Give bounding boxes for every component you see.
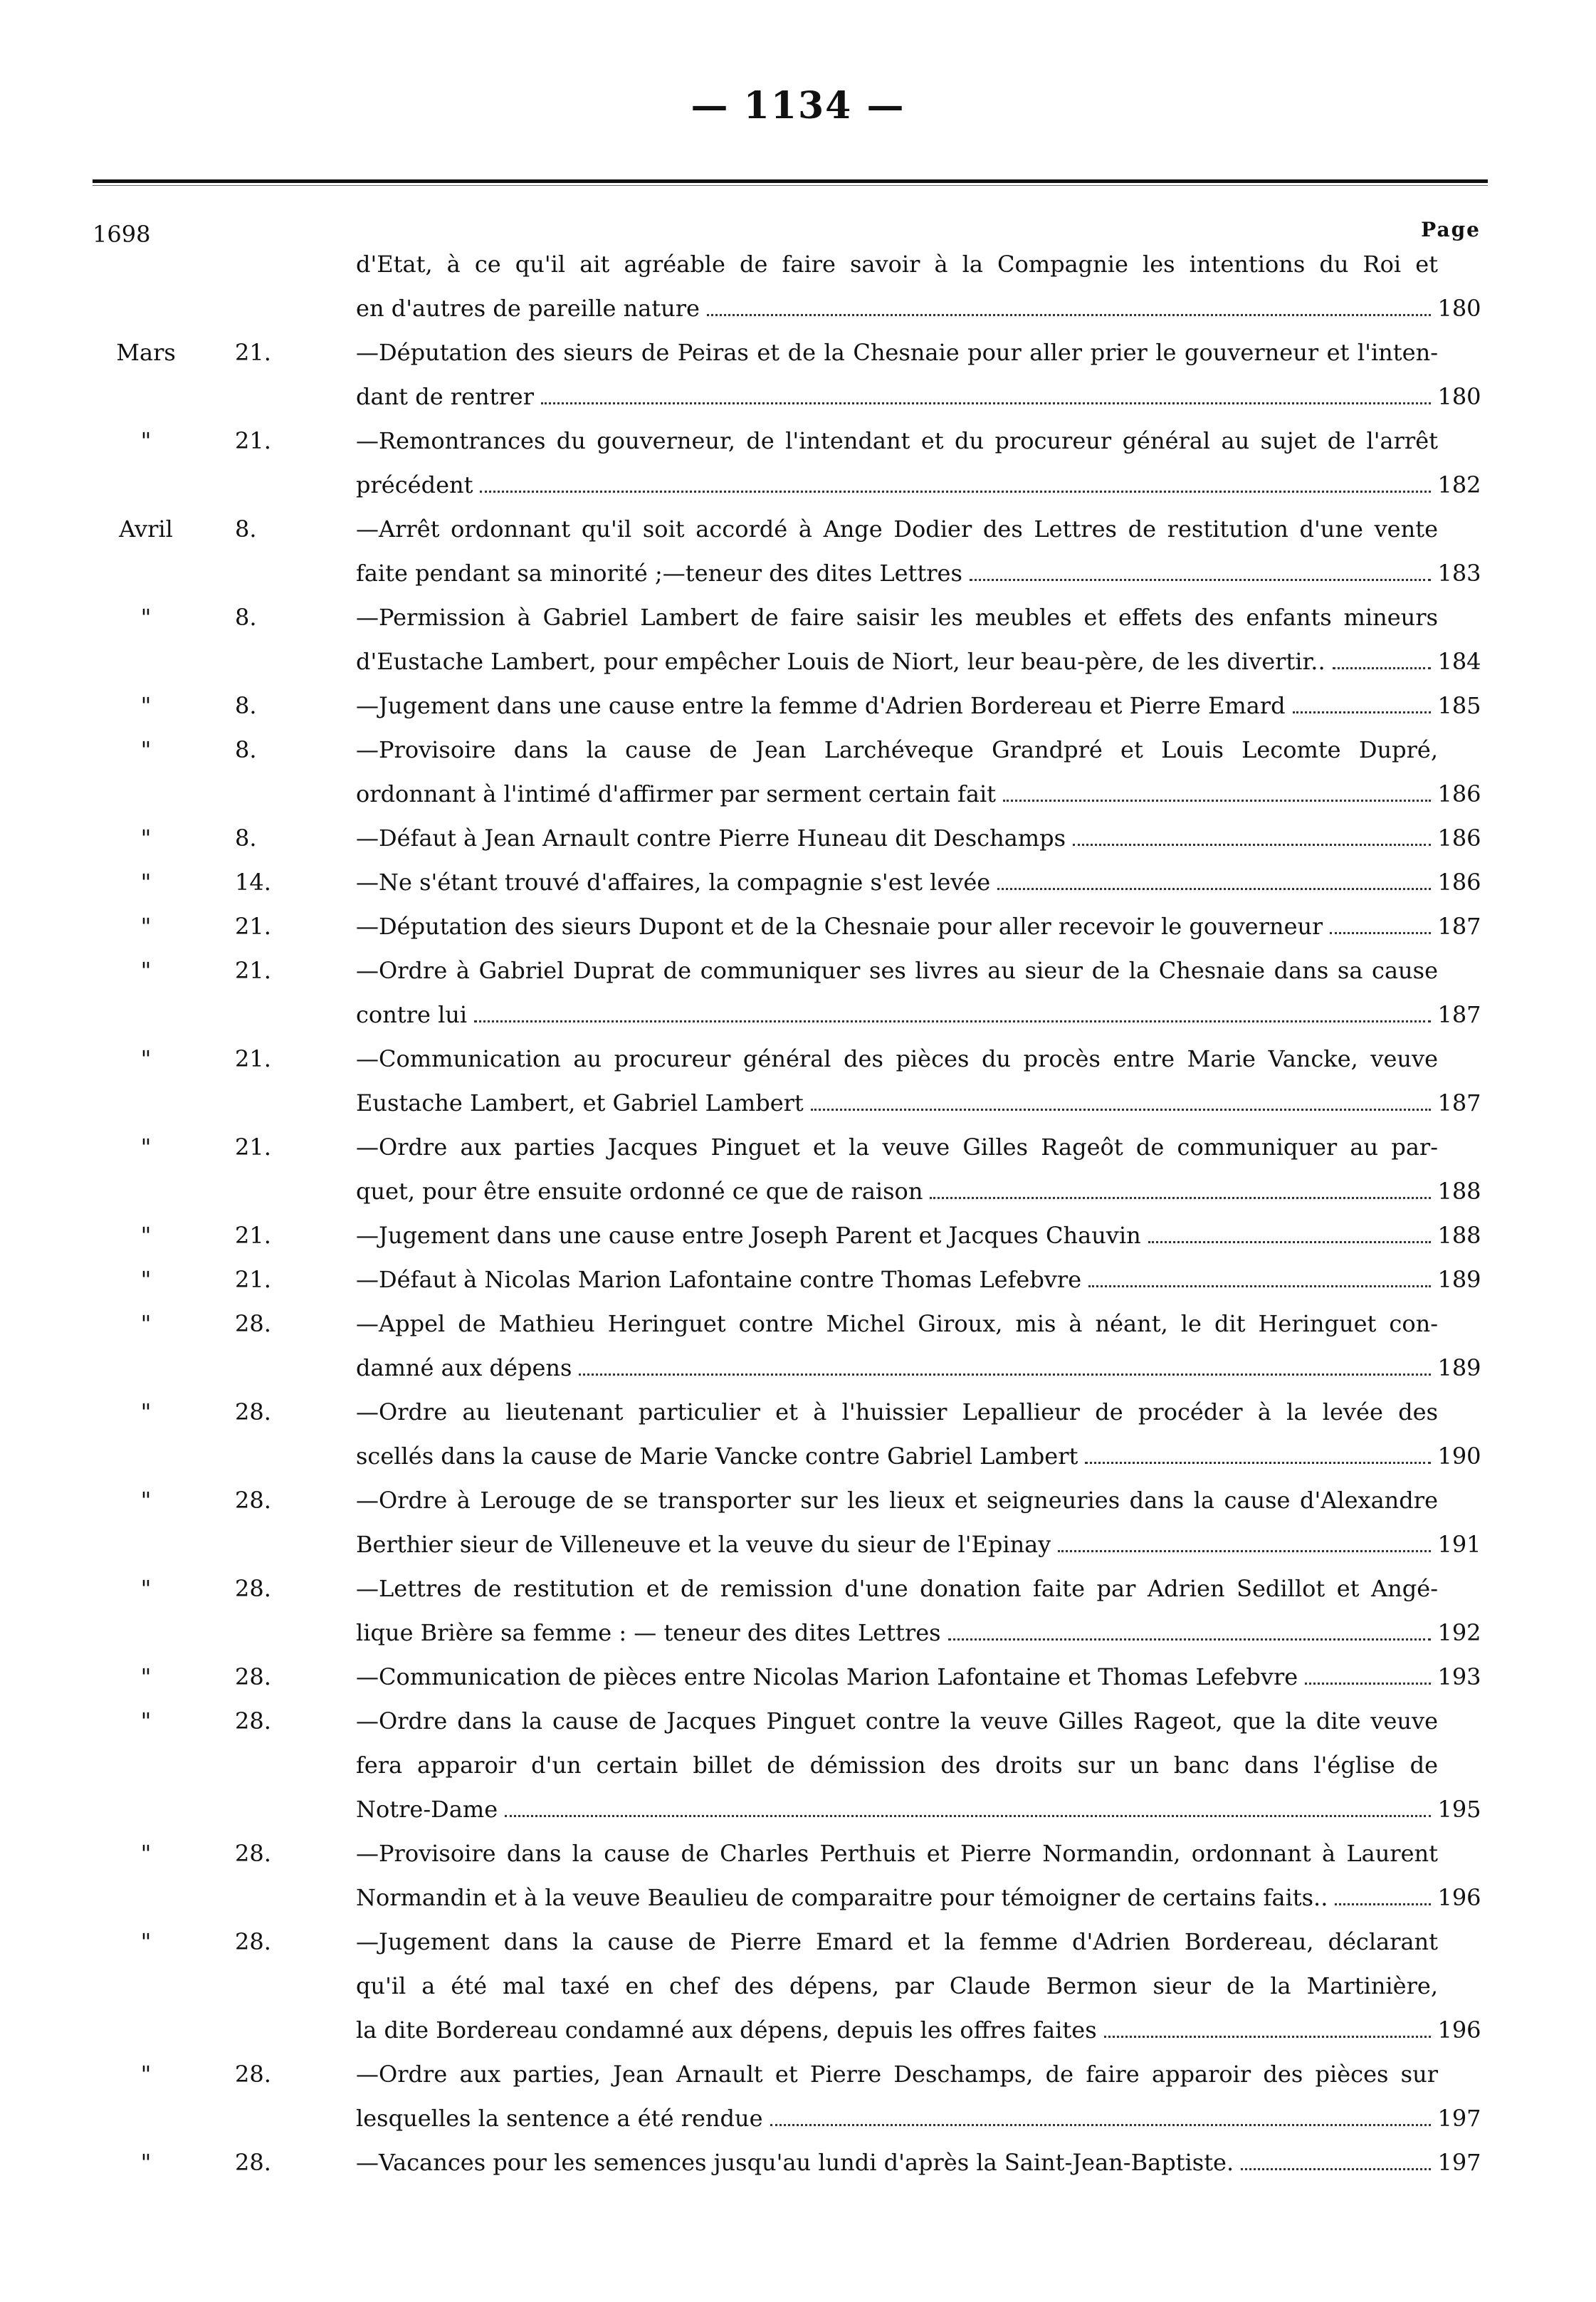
entry-text-block	[235, 684, 1481, 728]
entry-text-block	[235, 948, 1481, 1037]
entry-page-number: 193	[1437, 1663, 1481, 1690]
dot-leader	[1104, 2036, 1431, 2038]
entry-month: "	[140, 604, 152, 631]
entry-month: "	[140, 1266, 152, 1293]
entry-day: 28.	[235, 1840, 271, 1867]
entry-text-block	[235, 419, 1481, 507]
entry-day: 28.	[235, 1575, 271, 1602]
entry-day: 21.	[235, 427, 271, 454]
entry-month: "	[140, 1575, 152, 1602]
dot-leader	[1148, 1241, 1431, 1243]
entry-day: 21.	[235, 1045, 271, 1072]
entry-text: —Jugement dans une cause entre la femme d'Adrien Bordereau et Pierre Emard	[356, 692, 1286, 719]
entry-line	[235, 1522, 1438, 1566]
entry-text: Eustache Lambert, et Gabriel Lambert	[356, 1089, 804, 1116]
dot-leader	[1293, 711, 1431, 713]
entry-day: 21.	[235, 913, 271, 940]
entry-line	[235, 860, 1438, 904]
dot-leader	[1073, 844, 1431, 846]
entry-text-block	[235, 860, 1481, 904]
entry-page-number: 188	[1437, 1178, 1481, 1205]
entry-month: "	[140, 825, 152, 852]
entry-page-number: 189	[1437, 1354, 1481, 1381]
entry-text: dant de rentrer	[356, 383, 535, 410]
entry-day: 28.	[235, 1707, 271, 1735]
entry-text: —Défaut à Nicolas Marion Lafontaine contre Thomas Lefebvre	[356, 1266, 1082, 1293]
dot-leader	[811, 1109, 1431, 1111]
entry-month: "	[140, 1045, 152, 1072]
entry-text: —Communication de pièces entre Nicolas Marion Lafontaine et Thomas Lefebvre	[356, 1663, 1298, 1690]
entry-day: 21.	[235, 339, 271, 366]
entry-text: —Remontrances du gouverneur, de l'intendant et du procureur général au sujet de l'arrêt	[356, 427, 1438, 454]
index-entries	[0, 242, 1596, 2185]
entry-page-number: 196	[1437, 1884, 1481, 1911]
entry-text: —Lettres de restitution et de remission d'une donation faite par Adrien Sedillot et Angé-	[356, 1575, 1438, 1602]
entry-text: —Ordre à Gabriel Duprat de communiquer ses livres au sieur de la Chesnaie dans sa cause	[356, 957, 1438, 984]
dot-leader	[1085, 1462, 1431, 1464]
entry-text: lesquelles la sentence a été rendue	[356, 2105, 763, 2132]
page-number: — 1134 —	[691, 84, 905, 127]
dot-leader	[505, 1815, 1431, 1817]
entry-line	[235, 375, 1438, 419]
entry-text-block	[235, 595, 1481, 684]
index-entry	[0, 595, 1596, 684]
index-entry	[0, 419, 1596, 507]
entry-text: —Jugement dans une cause entre Joseph Parent et Jacques Chauvin	[356, 1222, 1141, 1249]
index-entry	[0, 2052, 1596, 2140]
entry-text: —Arrêt ordonnant qu'il soit accordé à Ange Dodier des Lettres de restitution d'une vente	[356, 516, 1438, 543]
entry-day: 28.	[235, 1398, 271, 1425]
entry-line	[235, 1875, 1438, 1920]
entry-month: "	[140, 2061, 152, 2088]
index-entry	[0, 1920, 1596, 2052]
entry-line	[235, 1213, 1438, 1257]
index-entry	[0, 1831, 1596, 1920]
entry-page-number: 191	[1437, 1531, 1481, 1558]
entry-text: la dite Bordereau condamné aux dépens, depuis les offres faites	[356, 2016, 1097, 2044]
entry-page-number: 183	[1437, 560, 1481, 587]
entry-line	[235, 1169, 1438, 1213]
dot-leader	[1003, 800, 1431, 802]
entry-text: —Ordre aux parties Jacques Pinguet et la veuve Gilles Rageôt de communiquer au par-	[356, 1134, 1438, 1161]
entry-page-number: 180	[1437, 383, 1481, 410]
dot-leader	[480, 491, 1431, 493]
entry-text: —Provisoire dans la cause de Charles Perthuis et Pierre Normandin, ordonnant à Laurent	[356, 1840, 1438, 1867]
entry-line	[235, 242, 1438, 286]
entry-text-block	[235, 330, 1481, 419]
dot-leader	[1058, 1550, 1431, 1552]
entry-page-number: 192	[1437, 1619, 1481, 1646]
entry-text: faite pendant sa minorité ;—teneur des dites Lettres	[356, 560, 962, 587]
index-entry	[0, 728, 1596, 816]
entry-text-block	[235, 1478, 1481, 1566]
index-entry	[0, 507, 1596, 595]
entry-day: 28.	[235, 1663, 271, 1690]
entry-month: "	[140, 427, 152, 454]
entry-line	[235, 728, 1438, 772]
index-entry	[0, 816, 1596, 860]
entry-text: —Ordre aux parties, Jean Arnault et Pierre Deschamps, de faire apparoir des pièces sur	[356, 2061, 1438, 2088]
entry-text-block	[235, 728, 1481, 816]
entry-line	[235, 684, 1438, 728]
entry-text: —Ne s'étant trouvé d'affaires, la compagnie s'est levée	[356, 869, 991, 896]
entry-line	[235, 551, 1438, 595]
entry-month: "	[140, 1134, 152, 1161]
entry-line	[235, 1611, 1438, 1655]
entry-line	[235, 1787, 1438, 1831]
entry-line	[235, 1699, 1438, 1743]
entry-line	[235, 2008, 1438, 2052]
entry-month: "	[140, 1222, 152, 1249]
index-entry	[0, 860, 1596, 904]
entry-month: "	[140, 913, 152, 940]
entry-text-block	[235, 1699, 1481, 1831]
entry-month: "	[140, 2149, 152, 2176]
entry-day: 21.	[235, 1222, 271, 1249]
entry-text: —Vacances pour les semences jusqu'au lundi d'après la Saint-Jean-Baptiste.	[356, 2149, 1234, 2176]
dot-leader	[1330, 932, 1431, 934]
entry-page-number: 189	[1437, 1266, 1481, 1293]
entry-line	[235, 1081, 1438, 1125]
entry-text-block	[235, 242, 1481, 330]
entry-month: Avril	[119, 516, 173, 543]
entry-text-block	[235, 1302, 1481, 1390]
entry-day: 21.	[235, 957, 271, 984]
entry-page-number: 186	[1437, 869, 1481, 896]
entry-page-number: 186	[1437, 825, 1481, 852]
entry-text-block	[235, 816, 1481, 860]
entry-line	[235, 1920, 1438, 1964]
dot-leader	[970, 579, 1431, 581]
index-entry	[0, 1037, 1596, 1125]
entry-page-number: 186	[1437, 780, 1481, 807]
index-entry	[0, 1478, 1596, 1566]
entry-page-number: 182	[1437, 471, 1481, 498]
dot-leader	[1241, 2168, 1431, 2170]
entry-text-block	[235, 1125, 1481, 1213]
entry-page-number: 188	[1437, 1222, 1481, 1249]
index-entry	[0, 242, 1596, 330]
entry-line	[235, 1831, 1438, 1875]
entry-line	[235, 1743, 1438, 1787]
entry-month: "	[140, 736, 152, 763]
entry-page-number: 197	[1437, 2149, 1481, 2176]
entry-text-block	[235, 1655, 1481, 1699]
entry-text: scellés dans la cause de Marie Vancke contre Gabriel Lambert	[356, 1443, 1078, 1470]
entry-month: "	[140, 692, 152, 719]
entry-day: 28.	[235, 1310, 271, 1337]
entry-day: 21.	[235, 1134, 271, 1161]
entry-page-number: 195	[1437, 1796, 1481, 1823]
entry-month: "	[140, 1310, 152, 1337]
index-entry	[0, 2140, 1596, 2185]
entry-day: 8.	[235, 604, 257, 631]
index-entry	[0, 1390, 1596, 1478]
entry-text-block	[235, 1257, 1481, 1302]
entry-text: lique Brière sa femme : — teneur des dites Lettres	[356, 1619, 941, 1646]
dot-leader	[1088, 1285, 1431, 1287]
entry-line	[235, 1302, 1438, 1346]
dot-leader	[948, 1638, 1431, 1641]
entry-text-block	[235, 1213, 1481, 1257]
index-entry	[0, 948, 1596, 1037]
entry-text: d'Etat, à ce qu'il ait agréable de faire savoir à la Compagnie les intentions du Roi et	[356, 251, 1438, 278]
entry-page-number: 190	[1437, 1443, 1481, 1470]
entry-month: "	[140, 1928, 152, 1955]
entry-line	[235, 1434, 1438, 1478]
dot-leader	[1333, 667, 1431, 669]
entry-month: "	[140, 1707, 152, 1735]
entry-line	[235, 1566, 1438, 1611]
entry-page-number: 184	[1437, 648, 1481, 675]
entry-page-number: 187	[1437, 1089, 1481, 1116]
entry-month: "	[140, 1663, 152, 1690]
dot-leader	[707, 314, 1431, 316]
entry-day: 21.	[235, 1266, 271, 1293]
entry-text-block	[235, 507, 1481, 595]
entry-page-number: 187	[1437, 913, 1481, 940]
dot-leader	[997, 888, 1431, 890]
index-entry	[0, 1257, 1596, 1302]
entry-text-block	[235, 1831, 1481, 1920]
entry-text: —Députation des sieurs Dupont et de la Chesnaie pour aller recevoir le gouverneur	[356, 913, 1323, 940]
entry-line	[235, 1964, 1438, 2008]
entry-text: —Appel de Mathieu Heringuet contre Michel Giroux, mis à néant, le dit Heringuet con-	[356, 1310, 1438, 1337]
entry-line	[235, 419, 1438, 463]
entry-day: 8.	[235, 516, 257, 543]
entry-day: 28.	[235, 1928, 271, 1955]
entry-text: —Provisoire dans la cause de Jean Larchéveque Grandpré et Louis Lecomte Dupré,	[356, 736, 1438, 763]
entry-text: —Communication au procureur général des pièces du procès entre Marie Vancke, veuve	[356, 1045, 1438, 1072]
dot-leader	[474, 1020, 1431, 1022]
entry-day: 28.	[235, 2149, 271, 2176]
entry-text: —Jugement dans la cause de Pierre Emard et la femme d'Adrien Bordereau, déclarant	[356, 1928, 1438, 1955]
entry-text: —Permission à Gabriel Lambert de faire saisir les meubles et effets des enfants mineurs	[356, 604, 1438, 631]
entry-month: "	[140, 869, 152, 896]
entry-day: 8.	[235, 736, 257, 763]
entry-text-block	[235, 904, 1481, 948]
dot-leader	[770, 2124, 1431, 2126]
entry-text: Normandin et à la veuve Beaulieu de comparaitre pour témoigner de certains faits..	[356, 1884, 1328, 1911]
entry-line	[235, 1390, 1438, 1434]
dot-leader	[541, 402, 1431, 404]
index-entry	[0, 1302, 1596, 1390]
entry-text: contre lui	[356, 1001, 468, 1028]
entry-page-number: 185	[1437, 692, 1481, 719]
entry-page-number: 180	[1437, 295, 1481, 322]
index-entry	[0, 1655, 1596, 1699]
entry-page-number: 187	[1437, 1001, 1481, 1028]
entry-day: 28.	[235, 1487, 271, 1514]
entry-day: 28.	[235, 2061, 271, 2088]
entry-text: qu'il a été mal taxé en chef des dépens, par Claude Bermon sieur de la Martinière,	[356, 1972, 1438, 1999]
entry-text: —Ordre dans la cause de Jacques Pinguet contre la veuve Gilles Rageot, que la dite veuve	[356, 1707, 1438, 1735]
entry-text: en d'autres de pareille nature	[356, 295, 700, 322]
entry-text: d'Eustache Lambert, pour empêcher Louis de Niort, leur beau-père, de les divertir..	[356, 648, 1325, 675]
entry-line	[235, 463, 1438, 507]
entry-month: "	[140, 957, 152, 984]
entry-line	[235, 816, 1438, 860]
entry-page-number: 196	[1437, 2016, 1481, 2044]
header-rule	[93, 179, 1488, 183]
year-label: 1698	[93, 221, 151, 248]
entry-line	[235, 2052, 1438, 2096]
entry-line	[235, 1125, 1438, 1169]
entry-line	[235, 2140, 1438, 2185]
entry-line	[235, 904, 1438, 948]
entry-text: Berthier sieur de Villeneuve et la veuve du sieur de l'Epinay	[356, 1531, 1051, 1558]
dot-leader	[1335, 1903, 1431, 1905]
dot-leader	[930, 1197, 1431, 1199]
entry-page-number: 197	[1437, 2105, 1481, 2132]
entry-line	[235, 772, 1438, 816]
entry-line	[235, 1257, 1438, 1302]
entry-text-block	[235, 2052, 1481, 2140]
entry-text: —Défaut à Jean Arnault contre Pierre Huneau dit Deschamps	[356, 825, 1066, 852]
entry-text: —Députation des sieurs de Peiras et de la Chesnaie pour aller prier le gouverneur et l'inten-	[356, 339, 1438, 366]
index-entry	[0, 1566, 1596, 1655]
dot-leader	[579, 1374, 1431, 1376]
entry-line	[235, 330, 1438, 375]
entry-text: Notre-Dame	[356, 1796, 498, 1823]
entry-line	[235, 2096, 1438, 2140]
header-rule-thin	[93, 185, 1488, 186]
entry-text-block	[235, 2140, 1481, 2185]
entry-text: —Ordre à Lerouge de se transporter sur les lieux et seigneuries dans la cause d'Alexandre	[356, 1487, 1438, 1514]
index-entry	[0, 1213, 1596, 1257]
entry-line	[235, 639, 1438, 684]
entry-line	[235, 1037, 1438, 1081]
dot-leader	[1305, 1683, 1431, 1685]
entry-text-block	[235, 1566, 1481, 1655]
index-entry	[0, 904, 1596, 948]
entry-text-block	[235, 1920, 1481, 2052]
index-entry	[0, 1125, 1596, 1213]
entry-line	[235, 1478, 1438, 1522]
entry-day: 14.	[235, 869, 271, 896]
page-column-header: Page	[1421, 218, 1481, 241]
entry-text: précédent	[356, 471, 473, 498]
entry-month: "	[140, 1840, 152, 1867]
entry-day: 8.	[235, 825, 257, 852]
entry-month: "	[140, 1398, 152, 1425]
entry-text: damné aux dépens	[356, 1354, 572, 1381]
entry-text-block	[235, 1390, 1481, 1478]
entry-text: —Ordre au lieutenant particulier et à l'huissier Lepallieur de procéder à la levée des	[356, 1398, 1438, 1425]
entry-line	[235, 507, 1438, 551]
entry-text: fera apparoir d'un certain billet de démission des droits sur un banc dans l'église de	[356, 1752, 1438, 1779]
entry-text: ordonnant à l'intimé d'affirmer par serment certain fait	[356, 780, 997, 807]
entry-line	[235, 286, 1438, 330]
entry-line	[235, 948, 1438, 993]
entry-line	[235, 1346, 1438, 1390]
entry-line	[235, 595, 1438, 639]
entry-month: "	[140, 1487, 152, 1514]
index-entry	[0, 684, 1596, 728]
entry-month: Mars	[116, 339, 176, 366]
entry-text-block	[235, 1037, 1481, 1125]
entry-line	[235, 993, 1438, 1037]
index-entry	[0, 1699, 1596, 1831]
entry-text: quet, pour être ensuite ordonné ce que de raison	[356, 1178, 923, 1205]
index-entry	[0, 330, 1596, 419]
entry-line	[235, 1655, 1438, 1699]
entry-day: 8.	[235, 692, 257, 719]
